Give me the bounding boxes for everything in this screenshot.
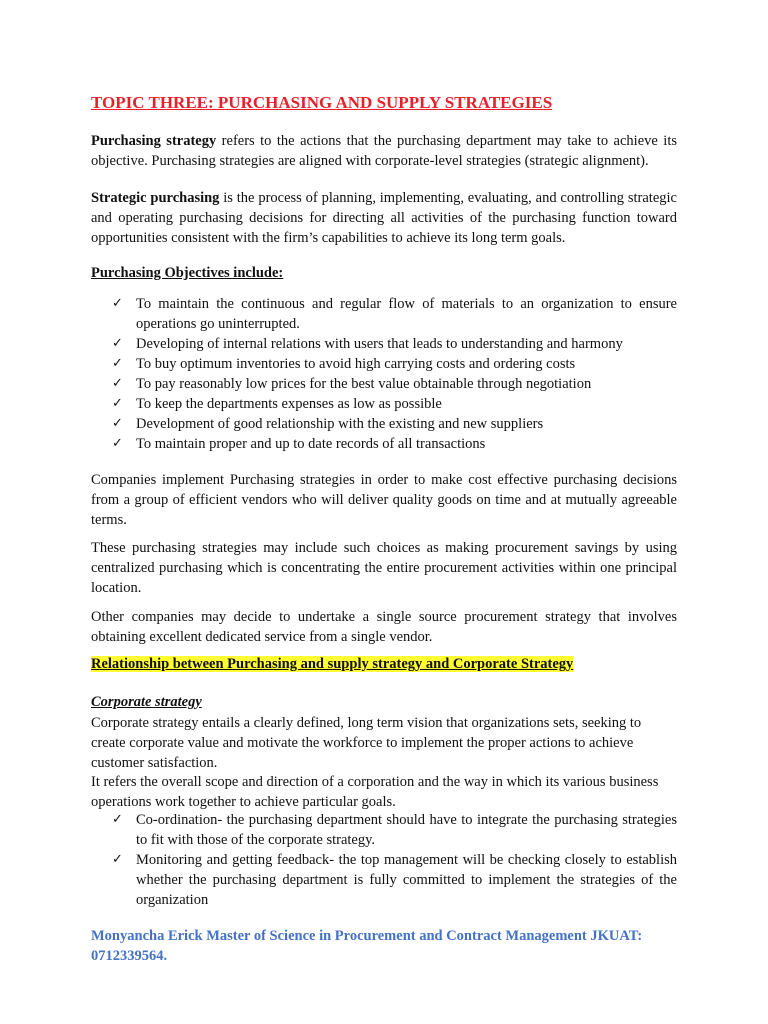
checkmark-icon: ✓ — [112, 416, 123, 431]
relationship-heading — [91, 656, 573, 673]
author-footer-line-2: 0712339564. — [91, 948, 168, 964]
checkmark-icon: ✓ — [112, 296, 123, 311]
corporate-scope-paragraph: It refers the overall scope and direction of a corporation and the way in which its various business operations work together to achieve particular goals. — [91, 774, 659, 810]
list-item: ✓ To maintain proper and up to date records of all transactions — [112, 436, 486, 452]
list-item: ✓ Monitoring and getting feedback- the top management will be checking closely to establish whether the purchasing department is fully committed to implement the strategies of the organization — [112, 852, 677, 908]
checkmark-icon: ✓ — [112, 812, 123, 827]
corporate-strategy-definition: Corporate strategy entails a clearly defined, long term vision that organizations sets, seeking to create corporate value and motivate the workforce to implement the proper actions to achieve customer satisfaction. — [91, 715, 642, 771]
objectives-list — [112, 294, 677, 454]
purchasing-strategy-text: refers to the actions that the purchasing department may take to achieve its objective. Purchasing strategies are aligned with corporate-level strategies (strategic alignment). — [91, 133, 677, 169]
single-source-paragraph: Other companies may decide to undertake a single source procurement strategy that involves obtaining excellent dedicated service from a single vendor. — [91, 609, 677, 645]
author-footer-line-1: Monyancha Erick Master of Science in Procurement and Contract Management JKUAT: — [91, 928, 643, 944]
strategic-purchasing-term: Strategic purchasing — [91, 190, 220, 206]
strategic-purchasing-text: is the process of planning, implementing, evaluating, and controlling strategic and operating purchasing decisions for directing all activities of the purchasing function toward opportunities consistent with the firm’s capabilities to achieve its long term goals. — [91, 190, 677, 246]
relationship-heading-text: Relationship between Purchasing and supply strategy and Corporate Strategy — [91, 656, 574, 672]
corporate-strategy-heading: Corporate strategy — [91, 694, 202, 710]
checkmark-icon: ✓ — [112, 356, 123, 371]
checkmark-icon: ✓ — [112, 336, 123, 351]
list-item: ✓ Co-ordination- the purchasing department should have to integrate the purchasing strategies to fit with those of the corporate strategy. — [112, 812, 677, 848]
purchasing-strategy-term: Purchasing strategy — [91, 133, 217, 149]
checkmark-icon: ✓ — [112, 396, 123, 411]
list-item: ✓ Development of good relationship with the existing and new suppliers — [112, 416, 544, 432]
checkmark-icon: ✓ — [112, 376, 123, 391]
list-item: ✓ Developing of internal relations with users that leads to understanding and harmony — [112, 336, 623, 352]
objectives-heading: Purchasing Objectives include: — [91, 265, 284, 281]
corporate-points-list — [112, 810, 677, 910]
list-item: ✓ To pay reasonably low prices for the best value obtainable through negotiation — [112, 376, 592, 392]
strategic-purchasing-paragraph — [91, 188, 677, 248]
checkmark-icon: ✓ — [112, 852, 123, 867]
purchasing-strategy-paragraph — [91, 131, 677, 171]
checkmark-icon: ✓ — [112, 436, 123, 451]
centralized-purchasing-paragraph: These purchasing strategies may include such choices as making procurement savings by using centralized purchasing which is concentrating the entire procurement activities within one principal location. — [91, 540, 677, 596]
list-item: ✓ To keep the departments expenses as low as possible — [112, 396, 442, 412]
page-title: TOPIC THREE: PURCHASING AND SUPPLY STRATEGIES — [91, 93, 553, 112]
cost-effective-paragraph: Companies implement Purchasing strategies in order to make cost effective purchasing decisions from a group of efficient vendors who will deliver quality goods on time and at mutually agreeable terms. — [91, 472, 677, 528]
list-item: ✓ To maintain the continuous and regular flow of materials to an organization to ensure operations go uninterrupted. — [112, 296, 677, 332]
author-footer — [91, 926, 691, 966]
list-item: ✓ To buy optimum inventories to avoid high carrying costs and ordering costs — [112, 356, 576, 372]
